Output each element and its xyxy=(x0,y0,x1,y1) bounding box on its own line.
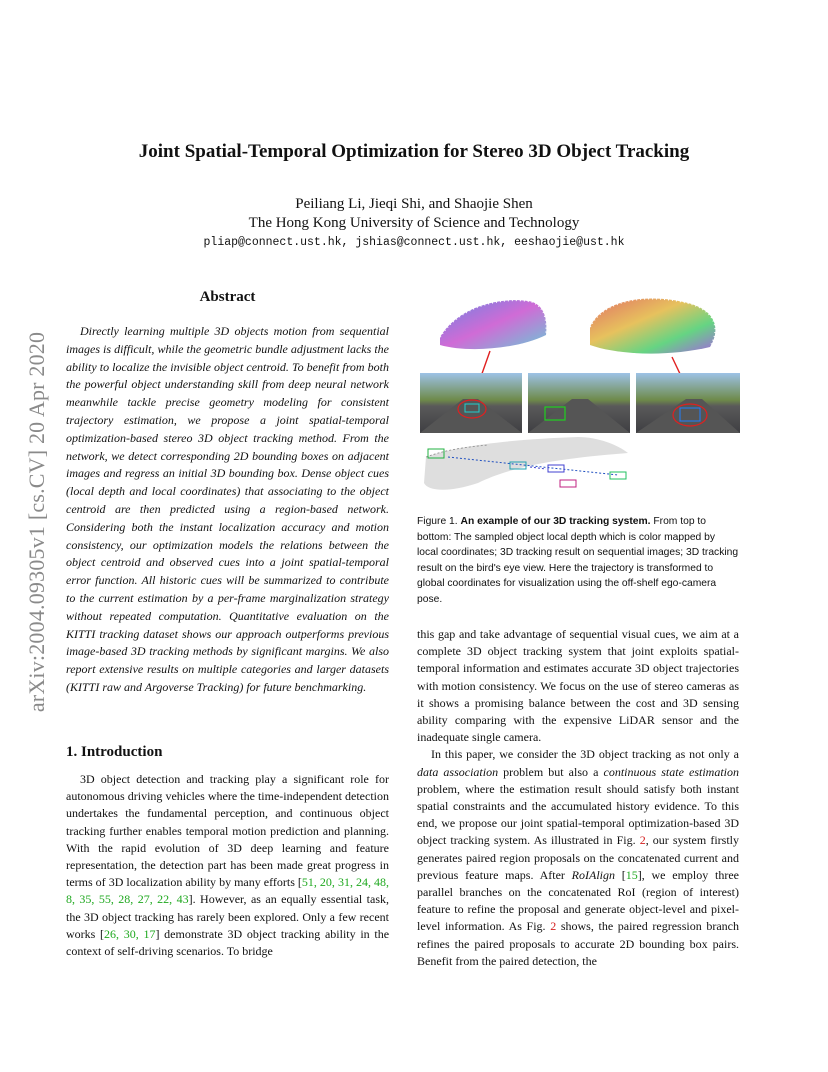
p2-emphasis-2: continuous state estimation xyxy=(603,764,739,779)
right-column-body xyxy=(417,626,739,970)
road-image-1 xyxy=(420,373,522,433)
figure-1-graphic xyxy=(418,287,740,509)
introduction-body xyxy=(66,771,389,960)
figure-1-caption xyxy=(417,514,739,608)
arxiv-stamp-text: arXiv:2004.09305v1 [cs.CV] 20 Apr 2020 xyxy=(24,331,49,713)
caption-text: From top to bottom: The sampled object local depth which is color mapped by local coordinates; 3D tracking result on sequential images; 3D tracking result on the bird's eye view. Here the trajectory is transformed to global coordinates for visualization using the off-shelf ego-camera pose. xyxy=(417,516,739,605)
caption-label: Figure 1. xyxy=(417,516,458,527)
intro-text-a: 3D object detection and tracking play a significant role for autonomous driving vehicles where the time-independent detection undertakes the fundamental perception, and continuous object tracking further enables temporal motion prediction and planning. With the rapid evolution of 3D deep learning and feature representation, the detection part has been made great progress in terms of 3D localization ability by many efforts [ xyxy=(66,772,389,890)
right-paragraph-1: this gap and take advantage of sequential visual cues, we aim at a complete 3D object tracking system that joint exploits spatial-temporal information and estimates accurate 3D object trajectories with motion consistency. We focus on the use of stereo cameras as it shows a promising balance between the cost and 3D sensing ability comparing with the expensive LiDAR sensor and the inadequate single camera. xyxy=(417,627,739,745)
p2-text-f: ], we employ three parallel branches on the concatenated RoI (region of interest) feature to refine the proposal and generate object-level and pixel-level information. As Fig. xyxy=(417,867,739,934)
caption-bold: An example of our 3D tracking system. xyxy=(460,516,651,527)
point-cloud-car-left xyxy=(440,300,546,349)
citation-link[interactable]: 15 xyxy=(625,867,638,882)
figure-ref-link[interactable]: 2 xyxy=(550,919,557,934)
paper-title: Joint Spatial-Temporal Optimization for Stereo 3D Object Tracking xyxy=(138,141,690,162)
p2-text-a: In this paper, we consider the 3D object tracking as not only a xyxy=(431,747,739,762)
p2-text-e: [ xyxy=(614,867,626,882)
p2-emphasis-3: RoIAlign xyxy=(571,867,615,882)
abstract-text: Directly learning multiple 3D objects motion from sequential images is difficult, while the geometric bundle adjustment lacks the ability to localize the invisible object centroid. To benefit from both the powerful object understanding skill from deep neural network meanwhile tackle precise geometry modeling for consistent trajectory estimation, we propose a joint spatial-temporal optimization-based stereo 3D object tracking method. From the network, we detect corresponding 2D bounding boxes on adjacent images and regress an initial 3D bounding box. Dense object cues (local depth and local coordinates) that associating to the object centroid are then predicted using a region-based network. Considering both the instant localization accuracy and motion consistency, our optimization models the relations between the object centroid and observed cues into a joint spatial-temporal error function. All historic cues will be summarized to contribute to the current estimation by a per-frame marginalization strategy without repeated computation. Quantitative evaluation on the KITTI tracking dataset shows our approach outperforms previous image-based 3D tracking methods by significant margins. We also report extensive results on multiple categories and larger datasets (KITTI raw and Argoverse Tracking) for future benchmarking. xyxy=(66,324,389,694)
figure-1 xyxy=(418,287,740,509)
p2-text-d: , our system firstly generates paired region proposals on the concatenated current and previous feature maps. After xyxy=(417,833,739,882)
p2-text-c: problem, where the estimation result should satisfy both instant spatial constraints and the accumulated history evidence. To this end, we propose our joint spatial-temporal optimization-based 3D object tracking system. As illustrated in Fig. xyxy=(417,781,739,848)
abstract-heading: Abstract xyxy=(199,289,256,305)
citation-link[interactable]: 26, 30, 17 xyxy=(104,926,156,941)
road-image-3 xyxy=(636,373,740,433)
authors: Peiliang Li, Jieqi Shi, and Shaojie Shen xyxy=(295,196,533,212)
intro-text-c: ] demonstrate 3D object tracking ability in the context of self-driving scenarios. To bridge xyxy=(66,926,390,959)
figure-ref-link[interactable]: 2 xyxy=(639,833,646,848)
arxiv-stamp xyxy=(22,282,52,762)
birds-eye-view xyxy=(424,437,628,490)
p2-text-g: shows, the paired regression branch refines the paired proposals to accurate 2D bounding box pairs. Benefit from the paired detection, the xyxy=(417,919,739,968)
introduction-heading: 1. Introduction xyxy=(66,744,163,760)
p2-emphasis-1: data association xyxy=(417,764,499,779)
affiliation: The Hong Kong University of Science and Technology xyxy=(248,215,580,231)
right-paragraph-2 xyxy=(417,746,739,970)
point-cloud-car-right xyxy=(590,298,715,353)
road-image-2 xyxy=(528,373,630,433)
intro-text-b: ]. However, as an equally essential task, the 3D object tracking has rarely been explored. Only a few recent works [ xyxy=(66,892,389,941)
author-emails: pliap@connect.ust.hk, jshias@connect.ust.hk, eeshaojie@ust.hk xyxy=(203,236,625,249)
p2-text-b: problem but also a xyxy=(498,764,604,779)
citation-link[interactable]: 51, 20, 31, 24, 48, 8, 35, 55, 28, 27, 22, 43 xyxy=(66,875,389,907)
introduction-paragraph xyxy=(66,771,389,960)
